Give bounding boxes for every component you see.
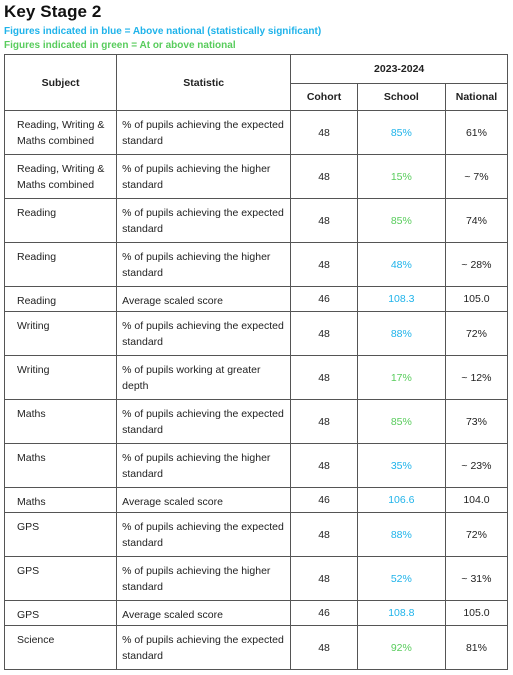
table-body xyxy=(5,111,508,670)
national-cell: ~ 23% xyxy=(445,444,507,488)
cohort-cell: 48 xyxy=(291,444,357,488)
table-row xyxy=(5,557,508,601)
cohort-cell: 46 xyxy=(291,488,357,513)
school-cell: 17% xyxy=(357,356,445,400)
legend-blue: Figures indicated in blue = Above national (statistically significant) xyxy=(4,26,322,37)
school-cell: 88% xyxy=(357,513,445,557)
statistic-cell: % of pupils achieving the expected standard xyxy=(117,111,291,155)
subject-cell: Science xyxy=(5,626,117,670)
header-year: 2023-2024 xyxy=(291,55,508,84)
subject-cell: Reading xyxy=(5,287,117,312)
subject-cell: GPS xyxy=(5,513,117,557)
national-cell: 72% xyxy=(445,312,507,356)
table-row xyxy=(5,155,508,199)
cohort-cell: 48 xyxy=(291,199,357,243)
statistic-cell: % of pupils achieving the higher standard xyxy=(117,243,291,287)
school-cell: 108.3 xyxy=(357,287,445,312)
statistic-cell: % of pupils achieving the expected standard xyxy=(117,400,291,444)
cohort-cell: 48 xyxy=(291,155,357,199)
national-cell: ~ 7% xyxy=(445,155,507,199)
table-row xyxy=(5,243,508,287)
cohort-cell: 48 xyxy=(291,312,357,356)
table-row xyxy=(5,444,508,488)
header-cohort: Cohort xyxy=(291,84,357,111)
school-cell: 52% xyxy=(357,557,445,601)
subject-cell: Reading xyxy=(5,243,117,287)
national-cell: 81% xyxy=(445,626,507,670)
table-row xyxy=(5,356,508,400)
school-cell: 108.8 xyxy=(357,601,445,626)
school-cell: 106.6 xyxy=(357,488,445,513)
subject-cell: Reading, Writing & Maths combined xyxy=(5,111,117,155)
table-row xyxy=(5,287,508,312)
school-cell: 85% xyxy=(357,400,445,444)
cohort-cell: 48 xyxy=(291,356,357,400)
statistic-cell: Average scaled score xyxy=(117,287,291,312)
statistic-cell: % of pupils achieving the expected standard xyxy=(117,626,291,670)
national-cell: 105.0 xyxy=(445,601,507,626)
table-row xyxy=(5,111,508,155)
subject-cell: GPS xyxy=(5,601,117,626)
national-cell: ~ 28% xyxy=(445,243,507,287)
national-cell: ~ 12% xyxy=(445,356,507,400)
national-cell: 73% xyxy=(445,400,507,444)
national-cell: 104.0 xyxy=(445,488,507,513)
table-row xyxy=(5,513,508,557)
subject-cell: Reading xyxy=(5,199,117,243)
subject-cell: Maths xyxy=(5,488,117,513)
header-national: National xyxy=(445,84,507,111)
national-cell: 61% xyxy=(445,111,507,155)
header-subject: Subject xyxy=(5,55,117,111)
table-row xyxy=(5,312,508,356)
school-cell: 15% xyxy=(357,155,445,199)
cohort-cell: 48 xyxy=(291,557,357,601)
statistic-cell: % of pupils achieving the higher standard xyxy=(117,557,291,601)
statistic-cell: % of pupils achieving the higher standard xyxy=(117,444,291,488)
school-cell: 85% xyxy=(357,111,445,155)
table-row xyxy=(5,488,508,513)
subject-cell: Reading, Writing & Maths combined xyxy=(5,155,117,199)
statistic-cell: % of pupils working at greater depth xyxy=(117,356,291,400)
statistic-cell: Average scaled score xyxy=(117,488,291,513)
school-cell: 85% xyxy=(357,199,445,243)
statistic-cell: % of pupils achieving the expected standard xyxy=(117,513,291,557)
table-row xyxy=(5,199,508,243)
header-statistic: Statistic xyxy=(117,55,291,111)
cohort-cell: 48 xyxy=(291,513,357,557)
school-cell: 35% xyxy=(357,444,445,488)
subject-cell: Maths xyxy=(5,444,117,488)
table-row xyxy=(5,601,508,626)
statistic-cell: % of pupils achieving the expected standard xyxy=(117,312,291,356)
cohort-cell: 48 xyxy=(291,111,357,155)
school-cell: 88% xyxy=(357,312,445,356)
subject-cell: GPS xyxy=(5,557,117,601)
legend-green: Figures indicated in green = At or above national xyxy=(4,40,236,51)
cohort-cell: 48 xyxy=(291,626,357,670)
table-row xyxy=(5,626,508,670)
national-cell: 74% xyxy=(445,199,507,243)
table-row xyxy=(5,400,508,444)
national-cell: 72% xyxy=(445,513,507,557)
cohort-cell: 48 xyxy=(291,243,357,287)
statistic-cell: % of pupils achieving the expected standard xyxy=(117,199,291,243)
cohort-cell: 48 xyxy=(291,400,357,444)
school-cell: 92% xyxy=(357,626,445,670)
cohort-cell: 46 xyxy=(291,601,357,626)
subject-cell: Maths xyxy=(5,400,117,444)
statistic-cell: % of pupils achieving the higher standard xyxy=(117,155,291,199)
subject-cell: Writing xyxy=(5,356,117,400)
national-cell: 105.0 xyxy=(445,287,507,312)
school-cell: 48% xyxy=(357,243,445,287)
statistic-cell: Average scaled score xyxy=(117,601,291,626)
cohort-cell: 46 xyxy=(291,287,357,312)
results-table xyxy=(4,54,508,670)
header-school: School xyxy=(357,84,445,111)
national-cell: ~ 31% xyxy=(445,557,507,601)
subject-cell: Writing xyxy=(5,312,117,356)
page-title: Key Stage 2 xyxy=(4,2,102,21)
